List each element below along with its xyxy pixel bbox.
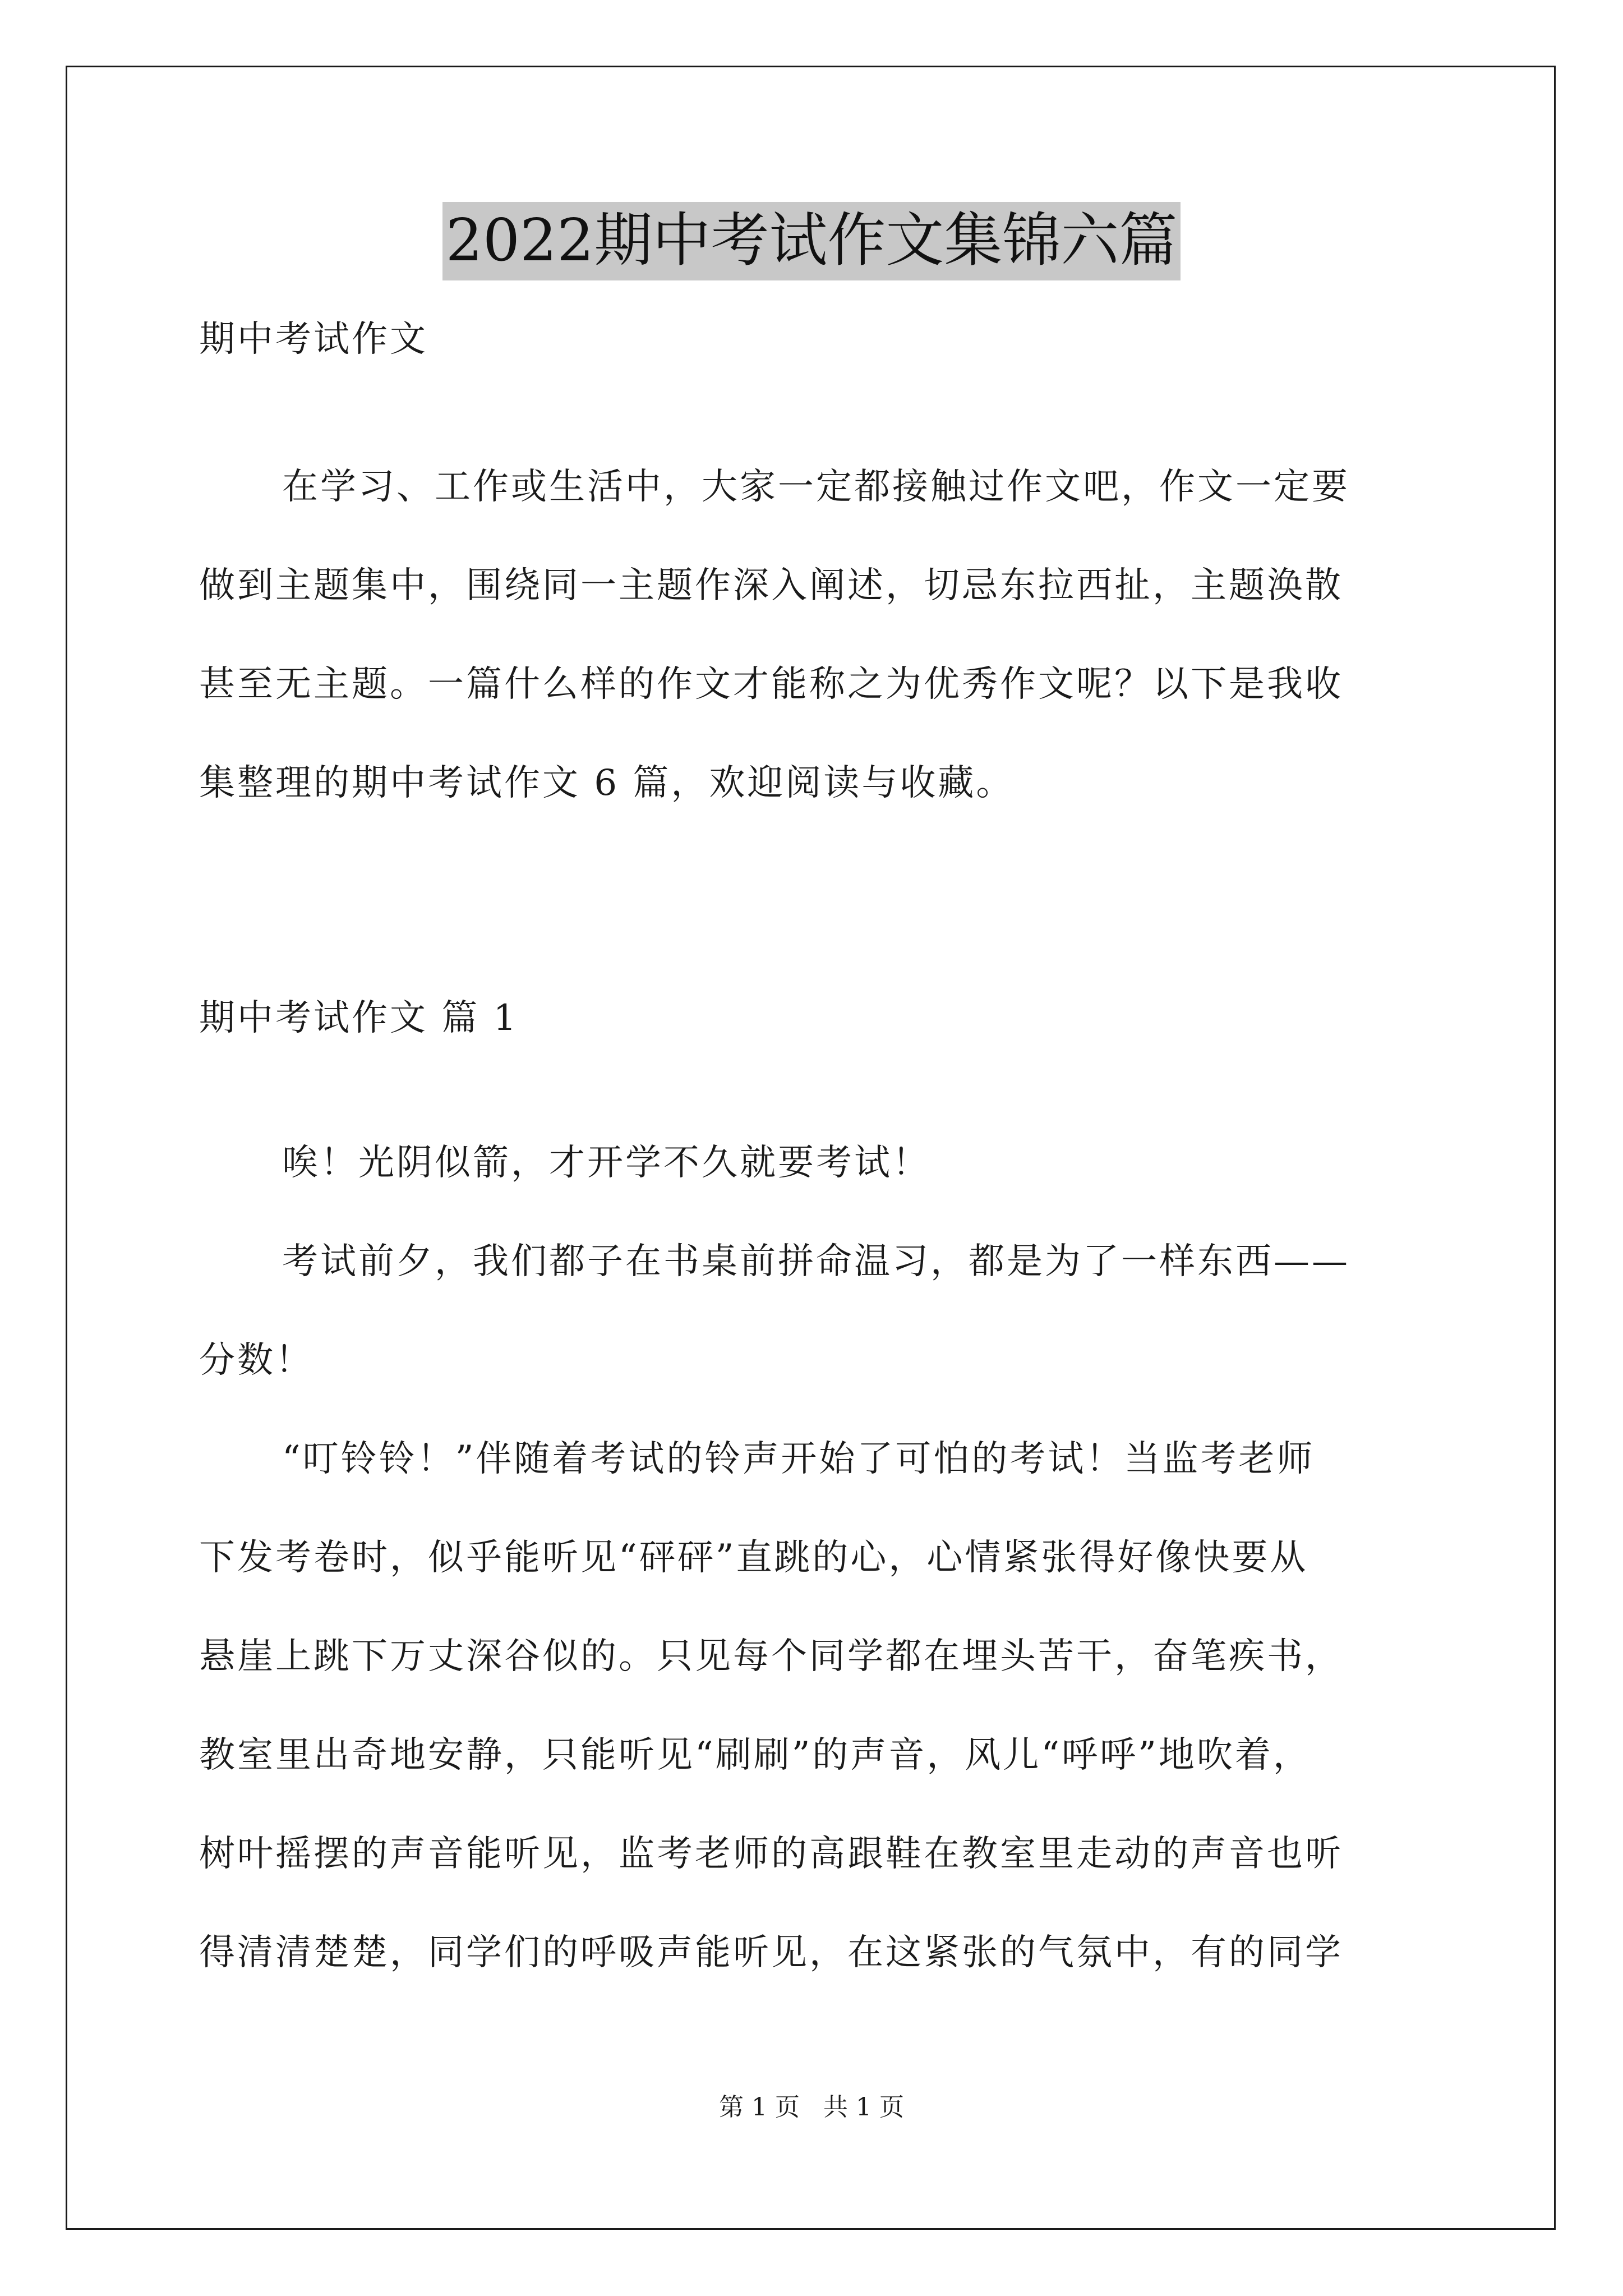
paragraph-line: 下发考卷时，似乎能听见“砰砰”直跳的心，心情紧张得好像快要从 <box>199 1537 1308 1579</box>
paragraph-line: 树叶摇摆的声音能听见，监考老师的高跟鞋在教室里走动的声音也听 <box>199 1833 1343 1875</box>
section-1-heading: 期中考试作文 篇 1 <box>199 997 519 1039</box>
paragraph-line: 得清清楚楚，同学们的呼吸声能听见，在这紧张的气氛中，有的同学 <box>199 1932 1343 1973</box>
paragraph-line: 甚至无主题。一篇什么样的作文才能称之为优秀作文呢？以下是我收 <box>199 664 1343 705</box>
paragraph-line: 悬崖上跳下万丈深谷似的。只见每个同学都在埋头苦干，奋笔疾书， <box>199 1636 1343 1677</box>
page-footer: 第 1 页 共 1 页 <box>719 2093 904 2122</box>
document-title: 2022期中考试作文集锦六篇 <box>442 202 1181 280</box>
paragraph-line: 在学习、工作或生活中，大家一定都接触过作文吧，作文一定要 <box>282 466 1350 508</box>
paragraph-line: 教室里出奇地安静，只能听见“刷刷”的声音，风儿“呼呼”地吹着， <box>199 1734 1311 1776</box>
paragraph-line: 分数！ <box>199 1340 313 1381</box>
paragraph-line: 做到主题集中，围绕同一主题作深入阐述，切忌东拉西扯，主题涣散 <box>199 565 1343 606</box>
paragraph-line: 集整理的期中考试作文 6 篇，欢迎阅读与收藏。 <box>199 762 1015 804</box>
paragraph-line: “叮铃铃！”伴随着考试的铃声开始了可怕的考试！当监考老师 <box>282 1438 1315 1480</box>
paragraph-line: 考试前夕，我们都子在书桌前拼命温习，都是为了一样东西—— <box>282 1241 1350 1282</box>
intro-heading: 期中考试作文 <box>199 319 428 360</box>
title-container <box>0 202 1623 280</box>
section-1-body <box>199 1114 1433 2002</box>
intro-paragraph <box>199 438 1433 832</box>
paragraph-line: 唉！光阴似箭，才开学不久就要考试！ <box>282 1142 930 1184</box>
